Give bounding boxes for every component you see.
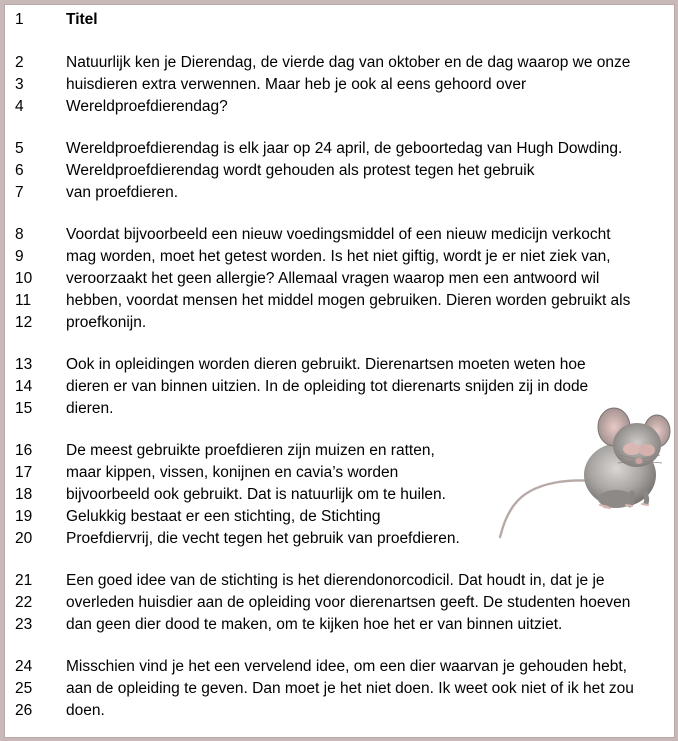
line-text: Wereldproefdierendag wordt gehouden als protest tegen het gebruik (66, 162, 535, 179)
line-number: 12 (15, 314, 33, 331)
line-number: 21 (15, 572, 33, 589)
line-number: 11 (15, 292, 32, 309)
line-text: Proefdiervrij, die vecht tegen het gebruik van proefdieren. (66, 530, 460, 547)
line-9 (5, 246, 674, 268)
line-25 (5, 678, 674, 700)
line-number: 8 (15, 226, 24, 243)
line-text: Wereldproefdierendag? (66, 98, 228, 115)
document-page (4, 4, 675, 738)
line-6 (5, 160, 674, 182)
line-number: 19 (15, 508, 33, 525)
line-21 (5, 570, 674, 592)
line-text: veroorzaakt het geen allergie? Allemaal vragen waarop men een antwoord wil (66, 270, 600, 287)
line-text: dieren. (66, 400, 114, 417)
line-text: Misschien vind je het een vervelend idee, om een dier waarvan je gehouden hebt, (66, 658, 627, 675)
line-number: 9 (15, 248, 24, 265)
line-text: overleden huisdier aan de opleiding voor dierenartsen geeft. De studenten hoeven (66, 594, 631, 611)
line-11 (5, 290, 674, 312)
line-text: hebben, voordat mensen het middel mogen gebruiken. Dieren worden gebruikt als (66, 292, 631, 309)
line-4 (5, 96, 674, 118)
line-number: 4 (15, 98, 24, 115)
line-number: 14 (15, 378, 33, 395)
line-text: De meest gebruikte proefdieren zijn muizen en ratten, (66, 442, 435, 459)
line-number: 23 (15, 616, 33, 633)
line-text: doen. (66, 702, 105, 719)
line-text: Ook in opleidingen worden dieren gebruikt. Dierenartsen moeten weten hoe (66, 356, 586, 373)
line-text: Wereldproefdierendag is elk jaar op 24 april, de geboortedag van Hugh Dowding. (66, 140, 623, 157)
line-24 (5, 656, 674, 678)
line-number: 7 (15, 184, 24, 201)
line-text: Natuurlijk ken je Dierendag, de vierde dag van oktober en de dag waarop we onze (66, 54, 631, 71)
line-number: 1 (15, 11, 24, 28)
line-text: huisdieren extra verwennen. Maar heb je ook al eens gehoord over (66, 76, 527, 93)
line-text: Gelukkig bestaat er een stichting, de Stichting (66, 508, 381, 525)
line-number: 22 (15, 594, 33, 611)
line-5 (5, 138, 674, 160)
line-22 (5, 592, 674, 614)
line-number: 3 (15, 76, 24, 93)
line-number: 5 (15, 140, 24, 157)
document-title: Titel (66, 11, 98, 28)
line-text: dieren er van binnen uitzien. In de opleiding tot dierenarts snijden zij in dode (66, 378, 589, 395)
line-number: 6 (15, 162, 24, 179)
line-text: van proefdieren. (66, 184, 179, 201)
line-number: 17 (15, 464, 33, 481)
line-7 (5, 182, 674, 204)
line-text: Voordat bijvoorbeeld een nieuw voedingsmiddel of een nieuw medicijn verkocht (66, 226, 611, 243)
line-number: 2 (15, 54, 24, 71)
line-number: 10 (15, 270, 33, 287)
line-text: maar kippen, vissen, konijnen en cavia’s worden (66, 464, 399, 481)
line-number: 26 (15, 702, 33, 719)
line-1 (5, 9, 674, 31)
line-text: aan de opleiding te geven. Dan moet je het niet doen. Ik weet ook niet of ik het zou (66, 680, 634, 697)
line-3 (5, 74, 674, 96)
line-2 (5, 52, 674, 74)
line-number: 13 (15, 356, 33, 373)
line-number: 15 (15, 400, 33, 417)
line-number: 16 (15, 442, 33, 459)
line-number: 25 (15, 680, 33, 697)
line-13 (5, 354, 674, 376)
line-number: 24 (15, 658, 33, 675)
line-12 (5, 312, 674, 334)
line-8 (5, 224, 674, 246)
line-number: 18 (15, 486, 33, 503)
line-23 (5, 614, 674, 636)
line-text: Een goed idee van de stichting is het dierendonorcodicil. Dat houdt in, dat je je (66, 572, 605, 589)
line-text: bijvoorbeeld ook gebruikt. Dat is natuurlijk om te huilen. (66, 486, 446, 503)
line-26 (5, 700, 674, 722)
line-14 (5, 376, 674, 398)
line-text: dan geen dier dood te maken, om te kijken hoe het er van binnen uitziet. (66, 616, 563, 633)
line-text: mag worden, moet het getest worden. Is het niet giftig, wordt je er niet ziek van, (66, 248, 611, 265)
line-text: proefkonijn. (66, 314, 147, 331)
line-number: 20 (15, 530, 33, 547)
line-10 (5, 268, 674, 290)
mouse-illustration (492, 397, 672, 543)
